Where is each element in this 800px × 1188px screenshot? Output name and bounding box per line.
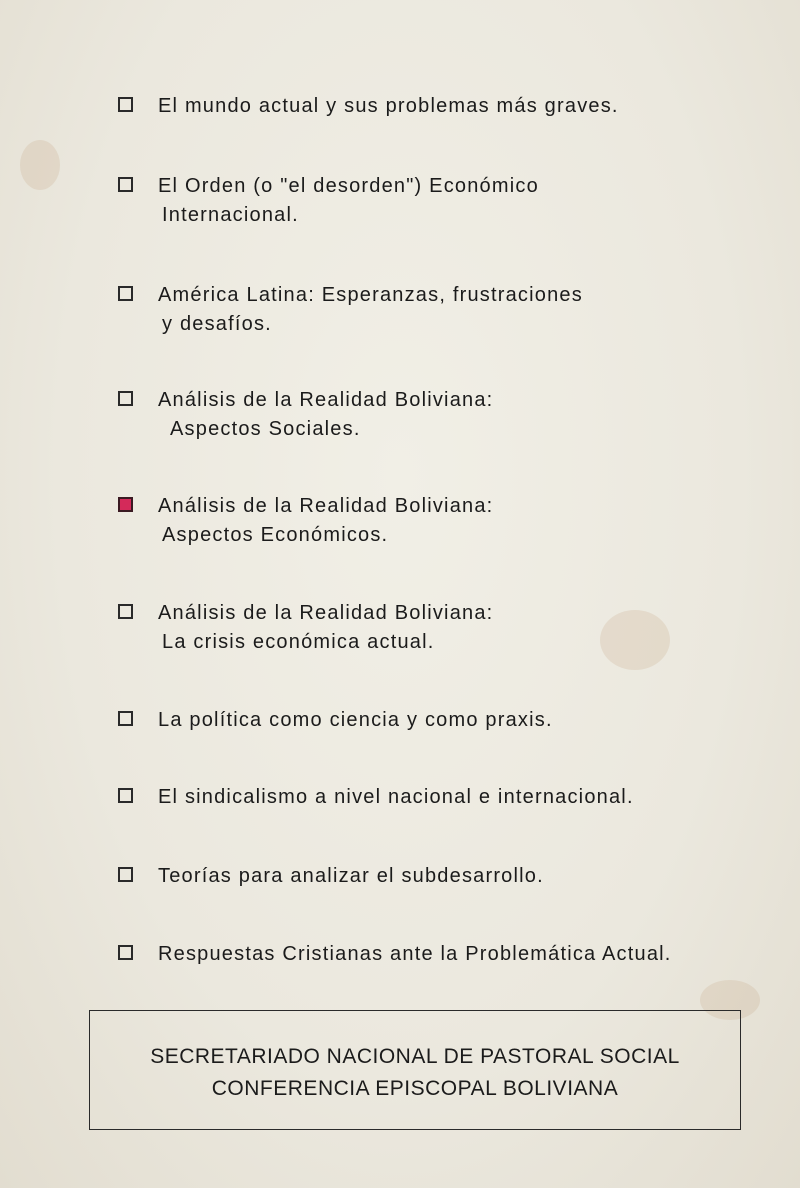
checkbox[interactable]	[118, 391, 133, 406]
item-text: Análisis de la Realidad Boliviana:	[158, 389, 494, 411]
checkbox[interactable]	[118, 788, 133, 803]
checkbox[interactable]	[118, 97, 133, 112]
item-text: América Latina: Esperanzas, frustraciones	[158, 284, 583, 306]
item-text: El sindicalismo a nivel nacional e internacional.	[158, 786, 634, 808]
item-text-line2: Aspectos Sociales.	[170, 418, 361, 440]
publisher-line1: SECRETARIADO NACIONAL DE PASTORAL SOCIAL	[150, 1045, 680, 1068]
item-text-line2: Internacional.	[162, 204, 299, 226]
item-text: La política como ciencia y como praxis.	[158, 709, 553, 731]
item-text: Análisis de la Realidad Boliviana:	[158, 602, 494, 624]
item-text-line2: La crisis económica actual.	[162, 631, 435, 653]
item-text-line2: Aspectos Económicos.	[162, 524, 389, 546]
publisher-box	[89, 1010, 741, 1130]
item-text: El mundo actual y sus problemas más graves.	[158, 95, 619, 117]
checkbox[interactable]	[118, 867, 133, 882]
checkbox[interactable]	[118, 711, 133, 726]
item-text: Teorías para analizar el subdesarrollo.	[158, 865, 544, 887]
item-text: Análisis de la Realidad Boliviana:	[158, 495, 494, 517]
checkbox[interactable]	[118, 945, 133, 960]
checkbox[interactable]	[118, 604, 133, 619]
item-text-line2: y desafíos.	[162, 313, 272, 335]
item-text: El Orden (o "el desorden") Económico	[158, 175, 539, 197]
publisher-line2: CONFERENCIA EPISCOPAL BOLIVIANA	[211, 1077, 619, 1100]
item-text: Respuestas Cristianas ante la Problemática Actual.	[158, 943, 672, 965]
checkbox[interactable]	[118, 177, 133, 192]
checkbox[interactable]	[118, 286, 133, 301]
checkbox-checked[interactable]	[118, 497, 133, 512]
